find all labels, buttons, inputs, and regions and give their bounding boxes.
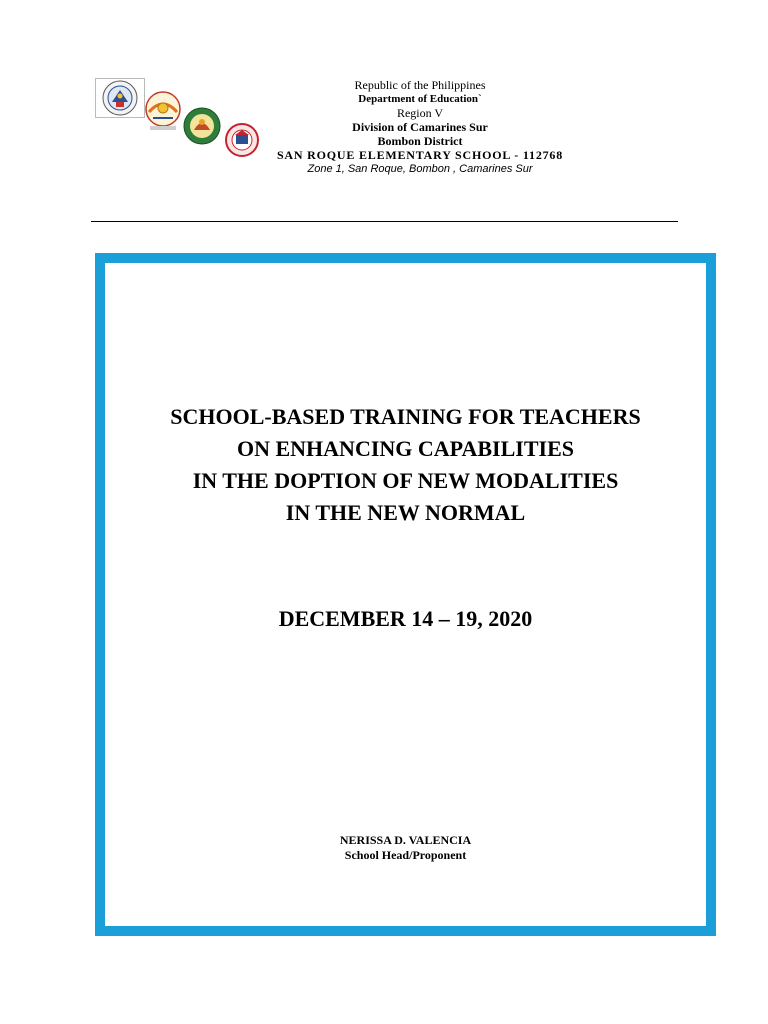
letterhead bbox=[150, 78, 690, 176]
region-text: Region V bbox=[396, 106, 444, 120]
deped-seal-icon bbox=[95, 78, 145, 118]
title-line: IN THE DOPTION OF NEW MODALITIES bbox=[192, 468, 619, 493]
title-line: SCHOOL-BASED TRAINING FOR TEACHERS bbox=[170, 404, 641, 429]
training-dates: DECEMBER 14 – 19, 2020 bbox=[278, 606, 533, 631]
document-title bbox=[105, 401, 706, 529]
district-text: Bombon District bbox=[377, 134, 463, 148]
school-address: Zone 1, San Roque, Bombon , Camarines Sur bbox=[307, 163, 533, 175]
proponent-role: School Head/Proponent bbox=[344, 848, 467, 862]
title-line: IN THE NEW NORMAL bbox=[285, 500, 526, 525]
proponent-name: NERISSA D. VALENCIA bbox=[339, 833, 472, 847]
school-name: SAN ROQUE ELEMENTARY SCHOOL - 112768 bbox=[276, 148, 564, 162]
division-text: Division of Camarines Sur bbox=[352, 120, 488, 134]
title-line: ON ENHANCING CAPABILITIES bbox=[237, 436, 574, 461]
department-text: Department of Education` bbox=[358, 93, 482, 105]
header-divider bbox=[91, 221, 678, 222]
republic-text: Republic of the Philippines bbox=[354, 78, 486, 92]
proponent-block bbox=[105, 833, 706, 863]
cover-frame bbox=[95, 253, 716, 936]
